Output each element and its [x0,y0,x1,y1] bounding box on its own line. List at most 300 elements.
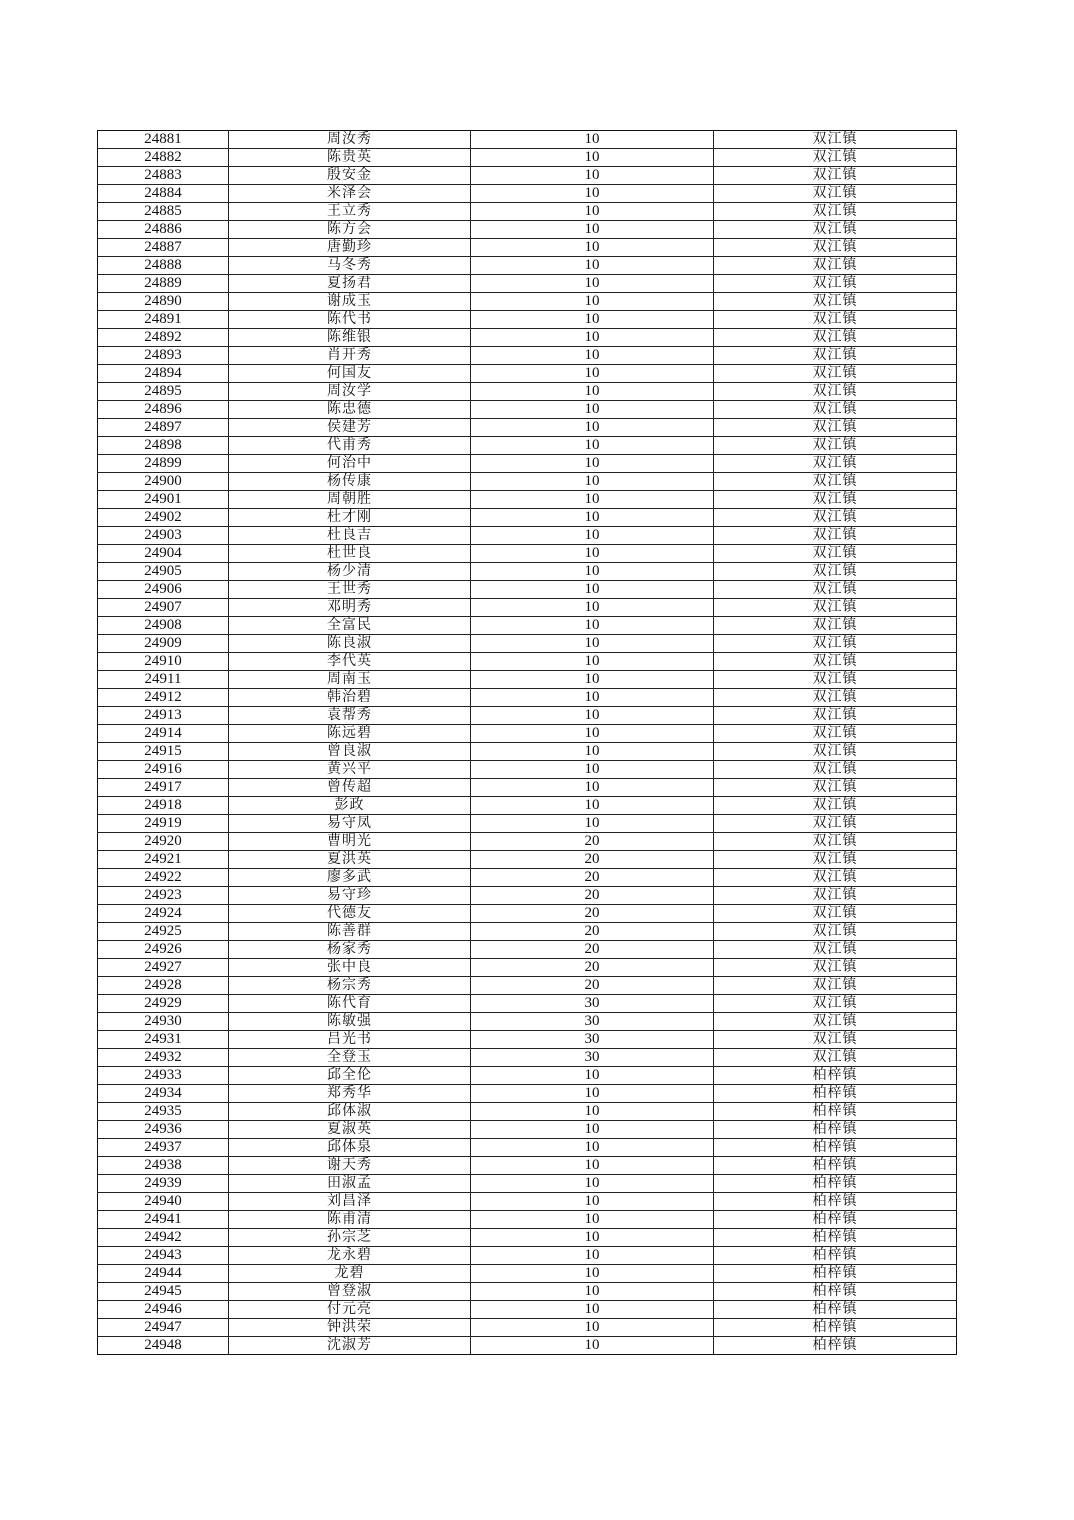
town-cell: 双江镇 [714,995,957,1013]
name-cell: 曾传超 [229,779,471,797]
amount-cell: 10 [471,707,714,725]
town-cell: 双江镇 [714,509,957,527]
amount-cell: 10 [471,581,714,599]
table-row [98,1193,957,1211]
name-cell: 夏洪英 [229,851,471,869]
town-cell: 双江镇 [714,491,957,509]
name-cell: 周朝胜 [229,491,471,509]
table-row [98,1085,957,1103]
table-row [98,1247,957,1265]
town-cell: 双江镇 [714,545,957,563]
name-cell: 代德友 [229,905,471,923]
table-row [98,1139,957,1157]
name-cell: 郑秀华 [229,1085,471,1103]
row-id-cell: 24938 [98,1157,229,1175]
amount-cell: 10 [471,1301,714,1319]
row-id-cell: 24905 [98,563,229,581]
amount-cell: 10 [471,1103,714,1121]
town-cell: 双江镇 [714,599,957,617]
amount-cell: 10 [471,1283,714,1301]
name-cell: 谢成玉 [229,293,471,311]
amount-cell: 20 [471,941,714,959]
town-cell: 双江镇 [714,185,957,203]
table-row [98,131,957,149]
name-cell: 易守凤 [229,815,471,833]
town-cell: 双江镇 [714,131,957,149]
town-cell: 双江镇 [714,347,957,365]
amount-cell: 20 [471,851,714,869]
amount-cell: 10 [471,455,714,473]
table-row [98,365,957,383]
amount-cell: 10 [471,797,714,815]
amount-cell: 10 [471,563,714,581]
town-cell: 双江镇 [714,239,957,257]
row-id-cell: 24890 [98,293,229,311]
amount-cell: 10 [471,239,714,257]
town-cell: 双江镇 [714,671,957,689]
name-cell: 陈忠德 [229,401,471,419]
name-cell: 邱体淑 [229,1103,471,1121]
name-cell: 周南玉 [229,671,471,689]
table-row [98,167,957,185]
table-row [98,221,957,239]
amount-cell: 10 [471,1067,714,1085]
amount-cell: 10 [471,689,714,707]
table-row [98,977,957,995]
name-cell: 杜良吉 [229,527,471,545]
amount-cell: 10 [471,131,714,149]
amount-cell: 20 [471,869,714,887]
table-row [98,1283,957,1301]
row-id-cell: 24883 [98,167,229,185]
name-cell: 廖多武 [229,869,471,887]
town-cell: 柏梓镇 [714,1193,957,1211]
row-id-cell: 24941 [98,1211,229,1229]
name-cell: 王立秀 [229,203,471,221]
name-cell: 周汝学 [229,383,471,401]
name-cell: 陈维银 [229,329,471,347]
row-id-cell: 24884 [98,185,229,203]
row-id-cell: 24921 [98,851,229,869]
row-id-cell: 24928 [98,977,229,995]
row-id-cell: 24881 [98,131,229,149]
town-cell: 柏梓镇 [714,1283,957,1301]
name-cell: 杨家秀 [229,941,471,959]
row-id-cell: 24940 [98,1193,229,1211]
row-id-cell: 24897 [98,419,229,437]
row-id-cell: 24896 [98,401,229,419]
table-row [98,599,957,617]
table-row [98,797,957,815]
table-row [98,491,957,509]
table-row [98,833,957,851]
row-id-cell: 24885 [98,203,229,221]
row-id-cell: 24948 [98,1337,229,1355]
row-id-cell: 24930 [98,1013,229,1031]
table-row [98,707,957,725]
name-cell: 曾良淑 [229,743,471,761]
amount-cell: 10 [471,1121,714,1139]
row-id-cell: 24935 [98,1103,229,1121]
row-id-cell: 24944 [98,1265,229,1283]
row-id-cell: 24943 [98,1247,229,1265]
name-cell: 陈良淑 [229,635,471,653]
town-cell: 双江镇 [714,1013,957,1031]
name-cell: 杨少清 [229,563,471,581]
table-row [98,1013,957,1031]
amount-cell: 20 [471,833,714,851]
town-cell: 双江镇 [714,941,957,959]
town-cell: 双江镇 [714,653,957,671]
town-cell: 柏梓镇 [714,1085,957,1103]
table-row [98,581,957,599]
name-cell: 夏淑英 [229,1121,471,1139]
town-cell: 双江镇 [714,851,957,869]
town-cell: 双江镇 [714,905,957,923]
row-id-cell: 24893 [98,347,229,365]
town-cell: 双江镇 [714,167,957,185]
row-id-cell: 24909 [98,635,229,653]
table-row [98,1049,957,1067]
amount-cell: 10 [471,149,714,167]
table-row [98,959,957,977]
name-cell: 黄兴平 [229,761,471,779]
name-cell: 付元亮 [229,1301,471,1319]
row-id-cell: 24926 [98,941,229,959]
row-id-cell: 24936 [98,1121,229,1139]
row-id-cell: 24937 [98,1139,229,1157]
name-cell: 杜世良 [229,545,471,563]
table-row [98,185,957,203]
name-cell: 邓明秀 [229,599,471,617]
town-cell: 双江镇 [714,689,957,707]
name-cell: 殷安金 [229,167,471,185]
town-cell: 柏梓镇 [714,1175,957,1193]
town-cell: 双江镇 [714,887,957,905]
amount-cell: 10 [471,1337,714,1355]
name-cell: 陈敏强 [229,1013,471,1031]
name-cell: 韩治碧 [229,689,471,707]
table-row [98,1157,957,1175]
row-id-cell: 24939 [98,1175,229,1193]
town-cell: 柏梓镇 [714,1319,957,1337]
row-id-cell: 24947 [98,1319,229,1337]
name-cell: 夏扬君 [229,275,471,293]
row-id-cell: 24931 [98,1031,229,1049]
name-cell: 钟洪荣 [229,1319,471,1337]
name-cell: 袁帮秀 [229,707,471,725]
amount-cell: 10 [471,545,714,563]
amount-cell: 10 [471,275,714,293]
row-id-cell: 24924 [98,905,229,923]
table-row [98,239,957,257]
row-id-cell: 24912 [98,689,229,707]
town-cell: 双江镇 [714,869,957,887]
table-row [98,293,957,311]
row-id-cell: 24894 [98,365,229,383]
town-cell: 双江镇 [714,725,957,743]
table-row [98,869,957,887]
table-body [98,131,957,1355]
name-cell: 龙永碧 [229,1247,471,1265]
table-row [98,257,957,275]
amount-cell: 10 [471,725,714,743]
amount-cell: 10 [471,221,714,239]
amount-cell: 10 [471,383,714,401]
town-cell: 双江镇 [714,455,957,473]
town-cell: 双江镇 [714,815,957,833]
town-cell: 双江镇 [714,257,957,275]
town-cell: 双江镇 [714,1031,957,1049]
name-cell: 张中良 [229,959,471,977]
town-cell: 双江镇 [714,707,957,725]
row-id-cell: 24946 [98,1301,229,1319]
amount-cell: 10 [471,473,714,491]
town-cell: 柏梓镇 [714,1229,957,1247]
amount-cell: 30 [471,1049,714,1067]
name-cell: 肖开秀 [229,347,471,365]
name-cell: 杨宗秀 [229,977,471,995]
table-row [98,527,957,545]
row-id-cell: 24916 [98,761,229,779]
table-row [98,347,957,365]
town-cell: 双江镇 [714,473,957,491]
name-cell: 邱体泉 [229,1139,471,1157]
table-row [98,635,957,653]
table-row [98,941,957,959]
name-cell: 吕光书 [229,1031,471,1049]
table-row [98,311,957,329]
table-row [98,995,957,1013]
town-cell: 双江镇 [714,293,957,311]
town-cell: 双江镇 [714,383,957,401]
amount-cell: 10 [471,617,714,635]
name-cell: 陈贵英 [229,149,471,167]
name-cell: 邱全伦 [229,1067,471,1085]
row-id-cell: 24929 [98,995,229,1013]
amount-cell: 10 [471,419,714,437]
town-cell: 双江镇 [714,1049,957,1067]
town-cell: 双江镇 [714,365,957,383]
name-cell: 唐勤珍 [229,239,471,257]
table-row [98,761,957,779]
row-id-cell: 24920 [98,833,229,851]
row-id-cell: 24932 [98,1049,229,1067]
name-cell: 陈代育 [229,995,471,1013]
amount-cell: 10 [471,671,714,689]
amount-cell: 30 [471,995,714,1013]
table-row [98,779,957,797]
row-id-cell: 24917 [98,779,229,797]
amount-cell: 10 [471,365,714,383]
amount-cell: 10 [471,761,714,779]
amount-cell: 20 [471,923,714,941]
row-id-cell: 24892 [98,329,229,347]
table-row [98,383,957,401]
town-cell: 双江镇 [714,329,957,347]
name-cell: 全登玉 [229,1049,471,1067]
amount-cell: 10 [471,779,714,797]
amount-cell: 10 [471,203,714,221]
name-cell: 侯建芳 [229,419,471,437]
name-cell: 代甫秀 [229,437,471,455]
table-row [98,905,957,923]
table-row [98,563,957,581]
name-cell: 何治中 [229,455,471,473]
town-cell: 双江镇 [714,833,957,851]
amount-cell: 10 [471,347,714,365]
row-id-cell: 24886 [98,221,229,239]
town-cell: 柏梓镇 [714,1211,957,1229]
name-cell: 陈甫清 [229,1211,471,1229]
town-cell: 双江镇 [714,743,957,761]
row-id-cell: 24898 [98,437,229,455]
name-cell: 周汝秀 [229,131,471,149]
row-id-cell: 24889 [98,275,229,293]
town-cell: 双江镇 [714,779,957,797]
table-row [98,851,957,869]
town-cell: 双江镇 [714,311,957,329]
town-cell: 双江镇 [714,617,957,635]
name-cell: 龙碧 [229,1265,471,1283]
table-row [98,815,957,833]
town-cell: 双江镇 [714,221,957,239]
table-row [98,671,957,689]
name-cell: 马冬秀 [229,257,471,275]
table-row [98,401,957,419]
table-row [98,1031,957,1049]
name-cell: 全富民 [229,617,471,635]
town-cell: 双江镇 [714,581,957,599]
town-cell: 双江镇 [714,419,957,437]
row-id-cell: 24903 [98,527,229,545]
amount-cell: 10 [471,1247,714,1265]
table-row [98,1211,957,1229]
row-id-cell: 24911 [98,671,229,689]
amount-cell: 10 [471,1139,714,1157]
row-id-cell: 24925 [98,923,229,941]
amount-cell: 20 [471,959,714,977]
amount-cell: 10 [471,1175,714,1193]
table-row [98,437,957,455]
row-id-cell: 24907 [98,599,229,617]
town-cell: 双江镇 [714,797,957,815]
table-row [98,509,957,527]
row-id-cell: 24933 [98,1067,229,1085]
row-id-cell: 24899 [98,455,229,473]
amount-cell: 10 [471,1085,714,1103]
name-cell: 孙宗芝 [229,1229,471,1247]
amount-cell: 30 [471,1031,714,1049]
table-row [98,1337,957,1355]
table-row [98,455,957,473]
amount-cell: 10 [471,167,714,185]
amount-cell: 10 [471,527,714,545]
town-cell: 双江镇 [714,635,957,653]
town-cell: 双江镇 [714,563,957,581]
row-id-cell: 24942 [98,1229,229,1247]
name-cell: 何国友 [229,365,471,383]
name-cell: 陈善群 [229,923,471,941]
amount-cell: 10 [471,653,714,671]
row-id-cell: 24902 [98,509,229,527]
table-row [98,149,957,167]
amount-cell: 20 [471,887,714,905]
town-cell: 双江镇 [714,527,957,545]
town-cell: 柏梓镇 [714,1265,957,1283]
amount-cell: 10 [471,185,714,203]
row-id-cell: 24904 [98,545,229,563]
row-id-cell: 24919 [98,815,229,833]
amount-cell: 10 [471,491,714,509]
amount-cell: 10 [471,815,714,833]
amount-cell: 10 [471,1193,714,1211]
town-cell: 柏梓镇 [714,1157,957,1175]
name-cell: 刘昌泽 [229,1193,471,1211]
row-id-cell: 24888 [98,257,229,275]
table-row [98,1175,957,1193]
amount-cell: 10 [471,329,714,347]
row-id-cell: 24934 [98,1085,229,1103]
town-cell: 柏梓镇 [714,1103,957,1121]
table-row [98,1301,957,1319]
town-cell: 双江镇 [714,959,957,977]
table-row [98,1103,957,1121]
amount-cell: 10 [471,599,714,617]
name-cell: 沈淑芳 [229,1337,471,1355]
amount-cell: 10 [471,1265,714,1283]
table-row [98,1265,957,1283]
table-row [98,1121,957,1139]
town-cell: 双江镇 [714,203,957,221]
name-cell: 田淑孟 [229,1175,471,1193]
amount-cell: 10 [471,311,714,329]
table-row [98,329,957,347]
amount-cell: 10 [471,437,714,455]
row-id-cell: 24914 [98,725,229,743]
row-id-cell: 24901 [98,491,229,509]
row-id-cell: 24915 [98,743,229,761]
amount-cell: 10 [471,293,714,311]
table-row [98,203,957,221]
table-row [98,545,957,563]
town-cell: 柏梓镇 [714,1247,957,1265]
town-cell: 柏梓镇 [714,1121,957,1139]
name-cell: 李代英 [229,653,471,671]
row-id-cell: 24913 [98,707,229,725]
table-row [98,653,957,671]
amount-cell: 20 [471,905,714,923]
amount-cell: 20 [471,977,714,995]
table-row [98,275,957,293]
table-row [98,1229,957,1247]
name-cell: 陈代书 [229,311,471,329]
town-cell: 双江镇 [714,401,957,419]
town-cell: 柏梓镇 [714,1139,957,1157]
amount-cell: 10 [471,743,714,761]
name-cell: 谢天秀 [229,1157,471,1175]
table-row [98,1319,957,1337]
data-table [97,130,957,1355]
row-id-cell: 24891 [98,311,229,329]
town-cell: 双江镇 [714,437,957,455]
amount-cell: 10 [471,1157,714,1175]
row-id-cell: 24945 [98,1283,229,1301]
row-id-cell: 24923 [98,887,229,905]
table-row [98,923,957,941]
table-row [98,887,957,905]
table-row [98,689,957,707]
